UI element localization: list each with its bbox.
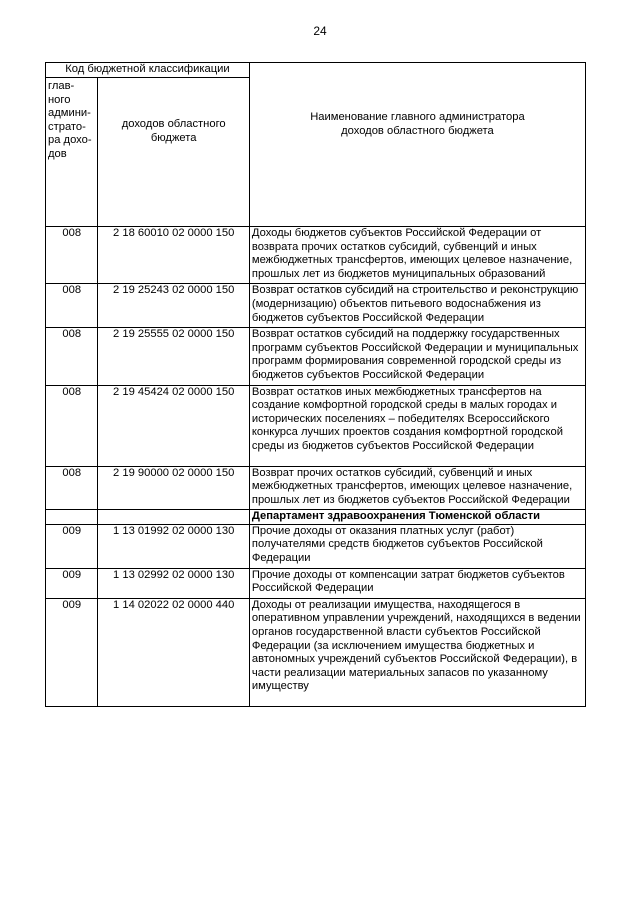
table-row bbox=[46, 568, 586, 598]
admin-code-cell: 008 bbox=[46, 227, 98, 284]
name-cell: Возврат остатков иных межбюджетных трансфертов на создание комфортной городской среды в малых городах и исторических поселениях – победителях Всероссийского конкурса лучших проектов создания комфортной городской среды из бюджетов субъектов Российской Федерации bbox=[249, 385, 585, 466]
name-cell: Прочие доходы от компенсации затрат бюджетов субъектов Российской Федерации bbox=[249, 568, 585, 598]
header-code-group: Код бюджетной классификации bbox=[46, 63, 250, 78]
name-cell: Возврат остатков субсидий на поддержку государственных программ субъектов Российской Федерации и муниципальных программ формирования современной городской среды из бюджетов субъектов Российской Федерации bbox=[249, 328, 585, 385]
name-cell: Возврат остатков субсидий на строительство и реконструкцию (модернизацию) объектов питьевого водоснабжения из бюджетов субъектов Российской Федерации bbox=[249, 284, 585, 328]
income-code-cell: 2 19 25555 02 0000 150 bbox=[98, 328, 249, 385]
budget-classification-table bbox=[45, 62, 586, 707]
income-code-cell: 1 14 02022 02 0000 440 bbox=[98, 598, 249, 706]
admin-code-cell: 009 bbox=[46, 598, 98, 706]
header-name-text: Наименование главного администратора доходов областного бюджета bbox=[310, 111, 525, 137]
header-income-code: доходов областного бюджета bbox=[98, 78, 249, 227]
admin-code-cell: 009 bbox=[46, 524, 98, 568]
table-row bbox=[46, 284, 586, 328]
name-cell: Доходы от реализации имущества, находящегося в оперативном управлении учреждений, находящихся в ведении органов государственной власти субъектов Российской Федерации (за исключением имущества бюджетных и автономных учреждений субъектов Российской Федерации), в части реализации материальных запасов по указанному имуществу bbox=[249, 598, 585, 706]
admin-code-cell: 008 bbox=[46, 284, 98, 328]
name-cell: Возврат прочих остатков субсидий, субвенций и иных межбюджетных трансфертов, имеющих целевое назначение, прошлых лет из бюджетов субъектов Российской Федерации bbox=[249, 466, 585, 510]
admin-code-cell: 008 bbox=[46, 385, 98, 466]
department-empty-admin bbox=[46, 510, 98, 525]
table-row bbox=[46, 385, 586, 466]
name-cell: Доходы бюджетов субъектов Российской Федерации от возврата прочих остатков субсидий, субвенций и иных межбюджетных трансфертов, имеющих целевое назначение, прошлых лет из бюджетов муниципальных образований bbox=[249, 227, 585, 284]
header-admin-code: глав- ного админи- страто- ра дохо- дов bbox=[46, 78, 98, 227]
page-number: 24 bbox=[313, 24, 327, 38]
department-row bbox=[46, 510, 586, 525]
table-row bbox=[46, 598, 586, 706]
income-code-cell: 2 18 60010 02 0000 150 bbox=[98, 227, 249, 284]
income-code-cell: 1 13 01992 02 0000 130 bbox=[98, 524, 249, 568]
admin-code-cell: 008 bbox=[46, 328, 98, 385]
admin-code-cell: 009 bbox=[46, 568, 98, 598]
table-row bbox=[46, 466, 586, 510]
income-code-cell: 1 13 02992 02 0000 130 bbox=[98, 568, 249, 598]
table-row bbox=[46, 524, 586, 568]
header-name bbox=[249, 63, 585, 227]
department-empty-code bbox=[98, 510, 249, 525]
name-cell: Прочие доходы от оказания платных услуг (работ) получателями средств бюджетов субъектов Российской Федерации bbox=[249, 524, 585, 568]
table-header-row bbox=[46, 63, 586, 78]
table-row bbox=[46, 328, 586, 385]
income-code-cell: 2 19 25243 02 0000 150 bbox=[98, 284, 249, 328]
income-code-cell: 2 19 90000 02 0000 150 bbox=[98, 466, 249, 510]
department-name: Департамент здравоохранения Тюменской области bbox=[249, 510, 585, 525]
table-row bbox=[46, 227, 586, 284]
admin-code-cell: 008 bbox=[46, 466, 98, 510]
income-code-cell: 2 19 45424 02 0000 150 bbox=[98, 385, 249, 466]
